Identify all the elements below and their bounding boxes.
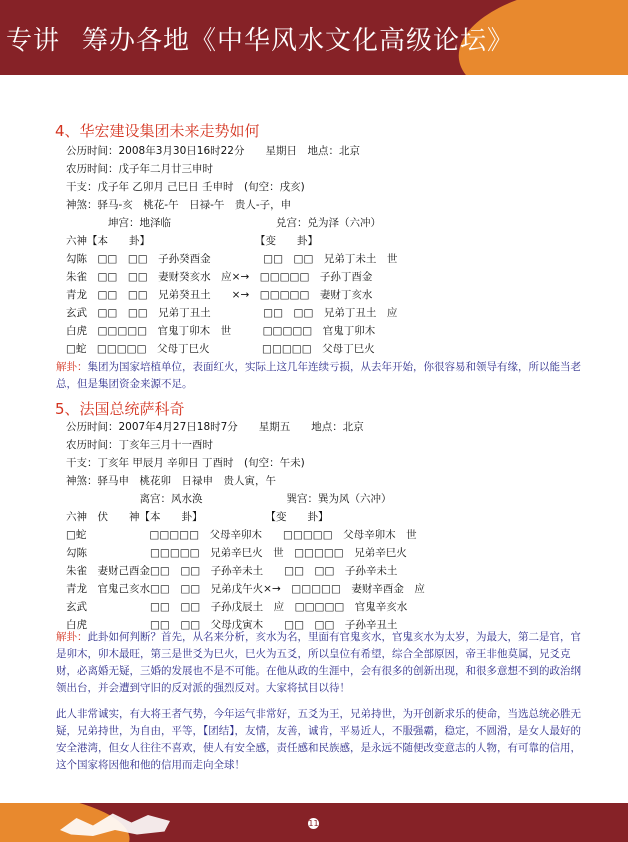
- chart-line: 农历时间：戊子年二月廿三申时: [66, 163, 213, 175]
- chart-line: 朱雀 □□ □□ 妻财癸亥水 应×→ □□□□□ 子孙丁酉金: [66, 271, 373, 283]
- chart-line: 农历时间：丁亥年三月十一酉时: [66, 439, 213, 451]
- chart-line: 朱雀 妻财己酉金□□ □□ 子孙辛未土 □□ □□ 子孙辛未土: [66, 565, 398, 577]
- chart-line: 离宫：风水涣 巽宫：巽为风（六冲）: [66, 493, 392, 505]
- chart-line: □蛇 □□□□□ 父母辛卯木 □□□□□ 父母辛卯木 世: [66, 529, 417, 541]
- chart-line: □蛇 □□□□□ 父母丁巳火 □□□□□ 父母丁巳火: [66, 343, 375, 355]
- analysis-text: 集团为国家培植单位，表面红火，实际上这几年连续亏损，从去年开始，你很容易和领导有缘，所以能当老总，但是集团资金来源不足。: [56, 361, 581, 390]
- section-5-analysis: [56, 629, 586, 697]
- chart-line: 干支：丁亥年 甲辰月 辛卯日 丁酉时 (旬空：午未): [66, 457, 305, 469]
- section-5-summary: 此人非常诚实，有大将王者气势，今年运气非常好，五爻为王，兄弟持世，为开创新求乐的使命，当选总统必胜无疑，兄弟持世，为自由，平等，【团结】，友情，友善，诚肯，平易近人，不服强霸，稳定，不圆滑，是女人最好的安全港湾，但女人往往不喜欢，使人有安全感，责任感和民族感，是永远不随便改变意志的人物，有可靠的信用，这个国家将因他和他的信用而走向全球！: [56, 708, 581, 771]
- chart-line: 青龙 官鬼己亥水□□ □□ 兄弟戊午火×→ □□□□□ 妻财辛酉金 应: [66, 583, 425, 595]
- chart-line: 公历时间：2008年3月30日16时22分 星期日 地点：北京: [66, 145, 360, 157]
- header-main-title: 筹办各地《中华风水文化高级论坛》: [82, 26, 515, 56]
- analysis-label: 解卦：: [56, 361, 88, 373]
- page-header: [0, 0, 628, 75]
- chart-line: 六神【本 卦】 【变 卦】: [66, 235, 318, 247]
- chart-line: 玄武 □□ □□ 子孙戊辰土 应 □□□□□ 官鬼辛亥水: [66, 601, 408, 613]
- section-4-heading: 4、华宏建设集团未来走势如何: [55, 122, 260, 140]
- chart-line: 玄武 □□ □□ 兄弟丁丑土 □□ □□ 兄弟丁丑土 应: [66, 307, 398, 319]
- chart-line: 青龙 □□ □□ 兄弟癸丑土 ×→ □□□□□ 妻财丁亥水: [66, 289, 373, 301]
- page-number: 11: [308, 819, 319, 828]
- header-prefix: 专讲: [6, 26, 61, 56]
- chart-line: 白虎 □□□□□ 官鬼丁卯木 世 □□□□□ 官鬼丁卯木: [66, 325, 376, 337]
- chart-line: 勾陈 □□□□□ 兄弟辛巳火 世 □□□□□ 兄弟辛巳火: [66, 547, 407, 559]
- chart-line: 神煞：驿马申 桃花卯 日禄申 贵人寅，午: [66, 475, 276, 487]
- chart-line: 坤宫：地泽临 兑宫：兑为泽（六冲）: [66, 217, 381, 229]
- header-title: [6, 20, 514, 57]
- chart-line: 六神 伏 神【本 卦】 【变 卦】: [66, 511, 329, 523]
- section-4-analysis: [56, 359, 586, 393]
- chart-line: 公历时间：2007年4月27日18时7分 星期五 地点：北京: [66, 421, 364, 433]
- section-5-heading: 5、法国总统萨科奇: [55, 400, 185, 418]
- analysis-label: 解卦：: [56, 631, 88, 643]
- chart-line: 勾陈 □□ □□ 子孙癸酉金 □□ □□ 兄弟丁未土 世: [66, 253, 398, 265]
- analysis-text: 此卦如何判断？首先，从名来分析，亥水为名，里面有官鬼亥水，官鬼亥水为太岁，为最大，第二是官，官是卯木，卯木最旺，第三是世爻为巳火，巳火为五爻，所以皇位有希望，综合全部原因，帝王非他莫属，兄爻克财，必离婚无疑，三婚的发展也不是不可能。在他从政的生涯中，会有很多的创新出现，和很多意想不到的政治纲领出台，并会遭到守旧的反对派的强烈反对。大家将拭目以待！: [56, 631, 581, 694]
- chart-line: 神煞：驿马-亥 桃花-午 日禄-午 贵人-子，申: [66, 199, 292, 211]
- chart-line: 白虎 □□ □□ 父母戊寅木 □□ □□ 子孙辛丑土: [66, 619, 398, 631]
- chart-line: 干支：戊子年 乙卯月 己巳日 壬申时 (旬空：戌亥): [66, 181, 305, 193]
